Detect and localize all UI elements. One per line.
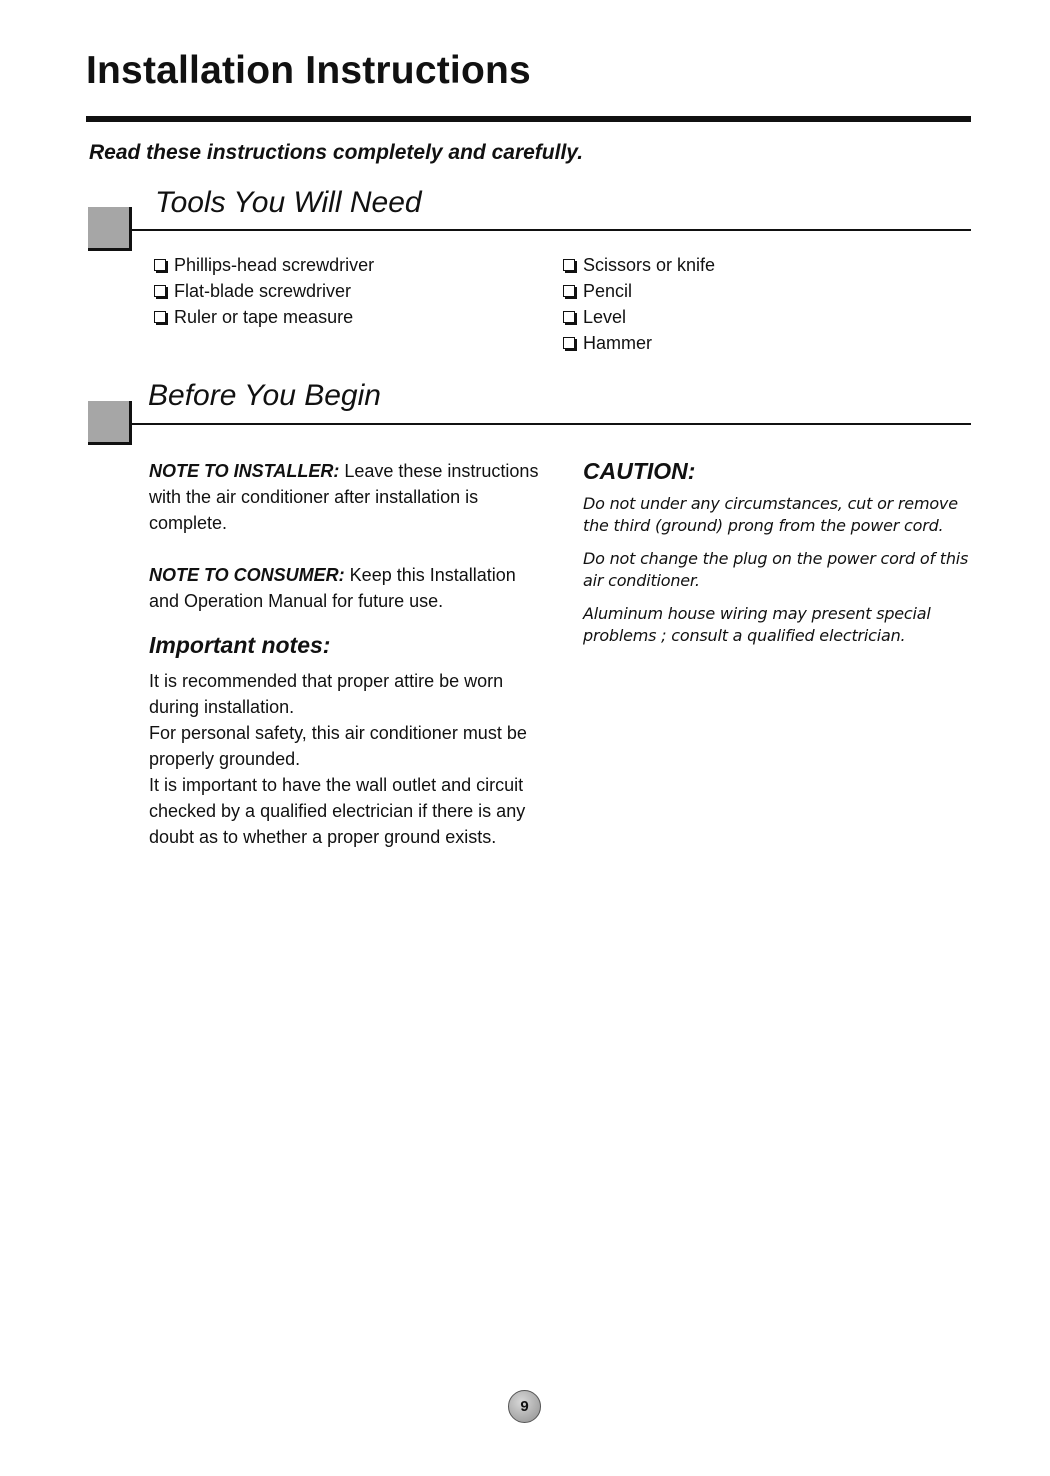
- caution-item: Aluminum house wiring may present special problems ; consult a qualified electrician.: [583, 604, 931, 645]
- tools-section-rule: [132, 229, 971, 231]
- tool-item: [562, 330, 715, 356]
- note-installer-text: Leave these instructions with the air conditioner after installation is complete.: [149, 461, 539, 533]
- page-title: Installation Instructions: [86, 49, 531, 92]
- tool-item-label: Level: [583, 307, 627, 327]
- notes-column: [149, 458, 539, 850]
- tool-item: [562, 304, 715, 330]
- important-note: It is recommended that proper attire be worn during installation.: [149, 671, 504, 717]
- tool-item: [153, 252, 374, 278]
- caution-item: Do not under any circumstances, cut or remove the third (ground) prong from the power cord.: [583, 494, 958, 535]
- note-to-consumer: [149, 562, 539, 614]
- tool-item-label: Phillips-head screwdriver: [174, 255, 375, 275]
- tool-item-label: Ruler or tape measure: [174, 307, 354, 327]
- tool-item: [153, 304, 374, 330]
- page-number: 9: [508, 1390, 541, 1423]
- checkbox-icon: [563, 259, 575, 271]
- checkbox-icon: [563, 311, 575, 323]
- tool-item: [153, 278, 374, 304]
- caution-heading: CAUTION:: [583, 458, 696, 484]
- note-consumer-label: NOTE TO CONSUMER:: [149, 565, 345, 585]
- checkbox-icon: [154, 285, 166, 297]
- important-notes-heading: Important notes:: [149, 632, 331, 658]
- note-to-installer: [149, 458, 539, 536]
- tools-section-marker: [88, 207, 132, 251]
- tool-item-label: Scissors or knife: [583, 255, 716, 275]
- important-note: For personal safety, this air conditioner must be properly grounded.: [149, 723, 527, 769]
- caution-item: Do not change the plug on the power cord of this air conditioner.: [583, 549, 969, 590]
- tools-list-right: [562, 252, 715, 356]
- checkbox-icon: [563, 337, 575, 349]
- before-section-heading: Before You Begin: [148, 379, 381, 412]
- checkbox-icon: [154, 259, 166, 271]
- tool-item: [562, 278, 715, 304]
- checkbox-icon: [563, 285, 575, 297]
- caution-column: [583, 458, 973, 658]
- title-rule: [86, 116, 971, 122]
- tool-item-label: Pencil: [583, 281, 633, 301]
- tool-item-label: Flat-blade screwdriver: [174, 281, 352, 301]
- tools-section-heading: Tools You Will Need: [155, 186, 422, 219]
- important-note: It is important to have the wall outlet and circuit checked by a qualified electrician if there is any doubt as to whether a proper ground exists.: [149, 775, 526, 847]
- tool-item-label: Hammer: [583, 333, 653, 353]
- page-subtitle: Read these instructions completely and carefully.: [89, 141, 584, 164]
- checkbox-icon: [154, 311, 166, 323]
- before-section-marker: [88, 401, 132, 445]
- tools-list-left: [153, 252, 374, 330]
- note-consumer-text: Keep this Installation and Operation Manual for future use.: [149, 565, 516, 611]
- tool-item: [562, 252, 715, 278]
- before-section-rule: [132, 423, 971, 425]
- note-installer-label: NOTE TO INSTALLER:: [149, 461, 340, 481]
